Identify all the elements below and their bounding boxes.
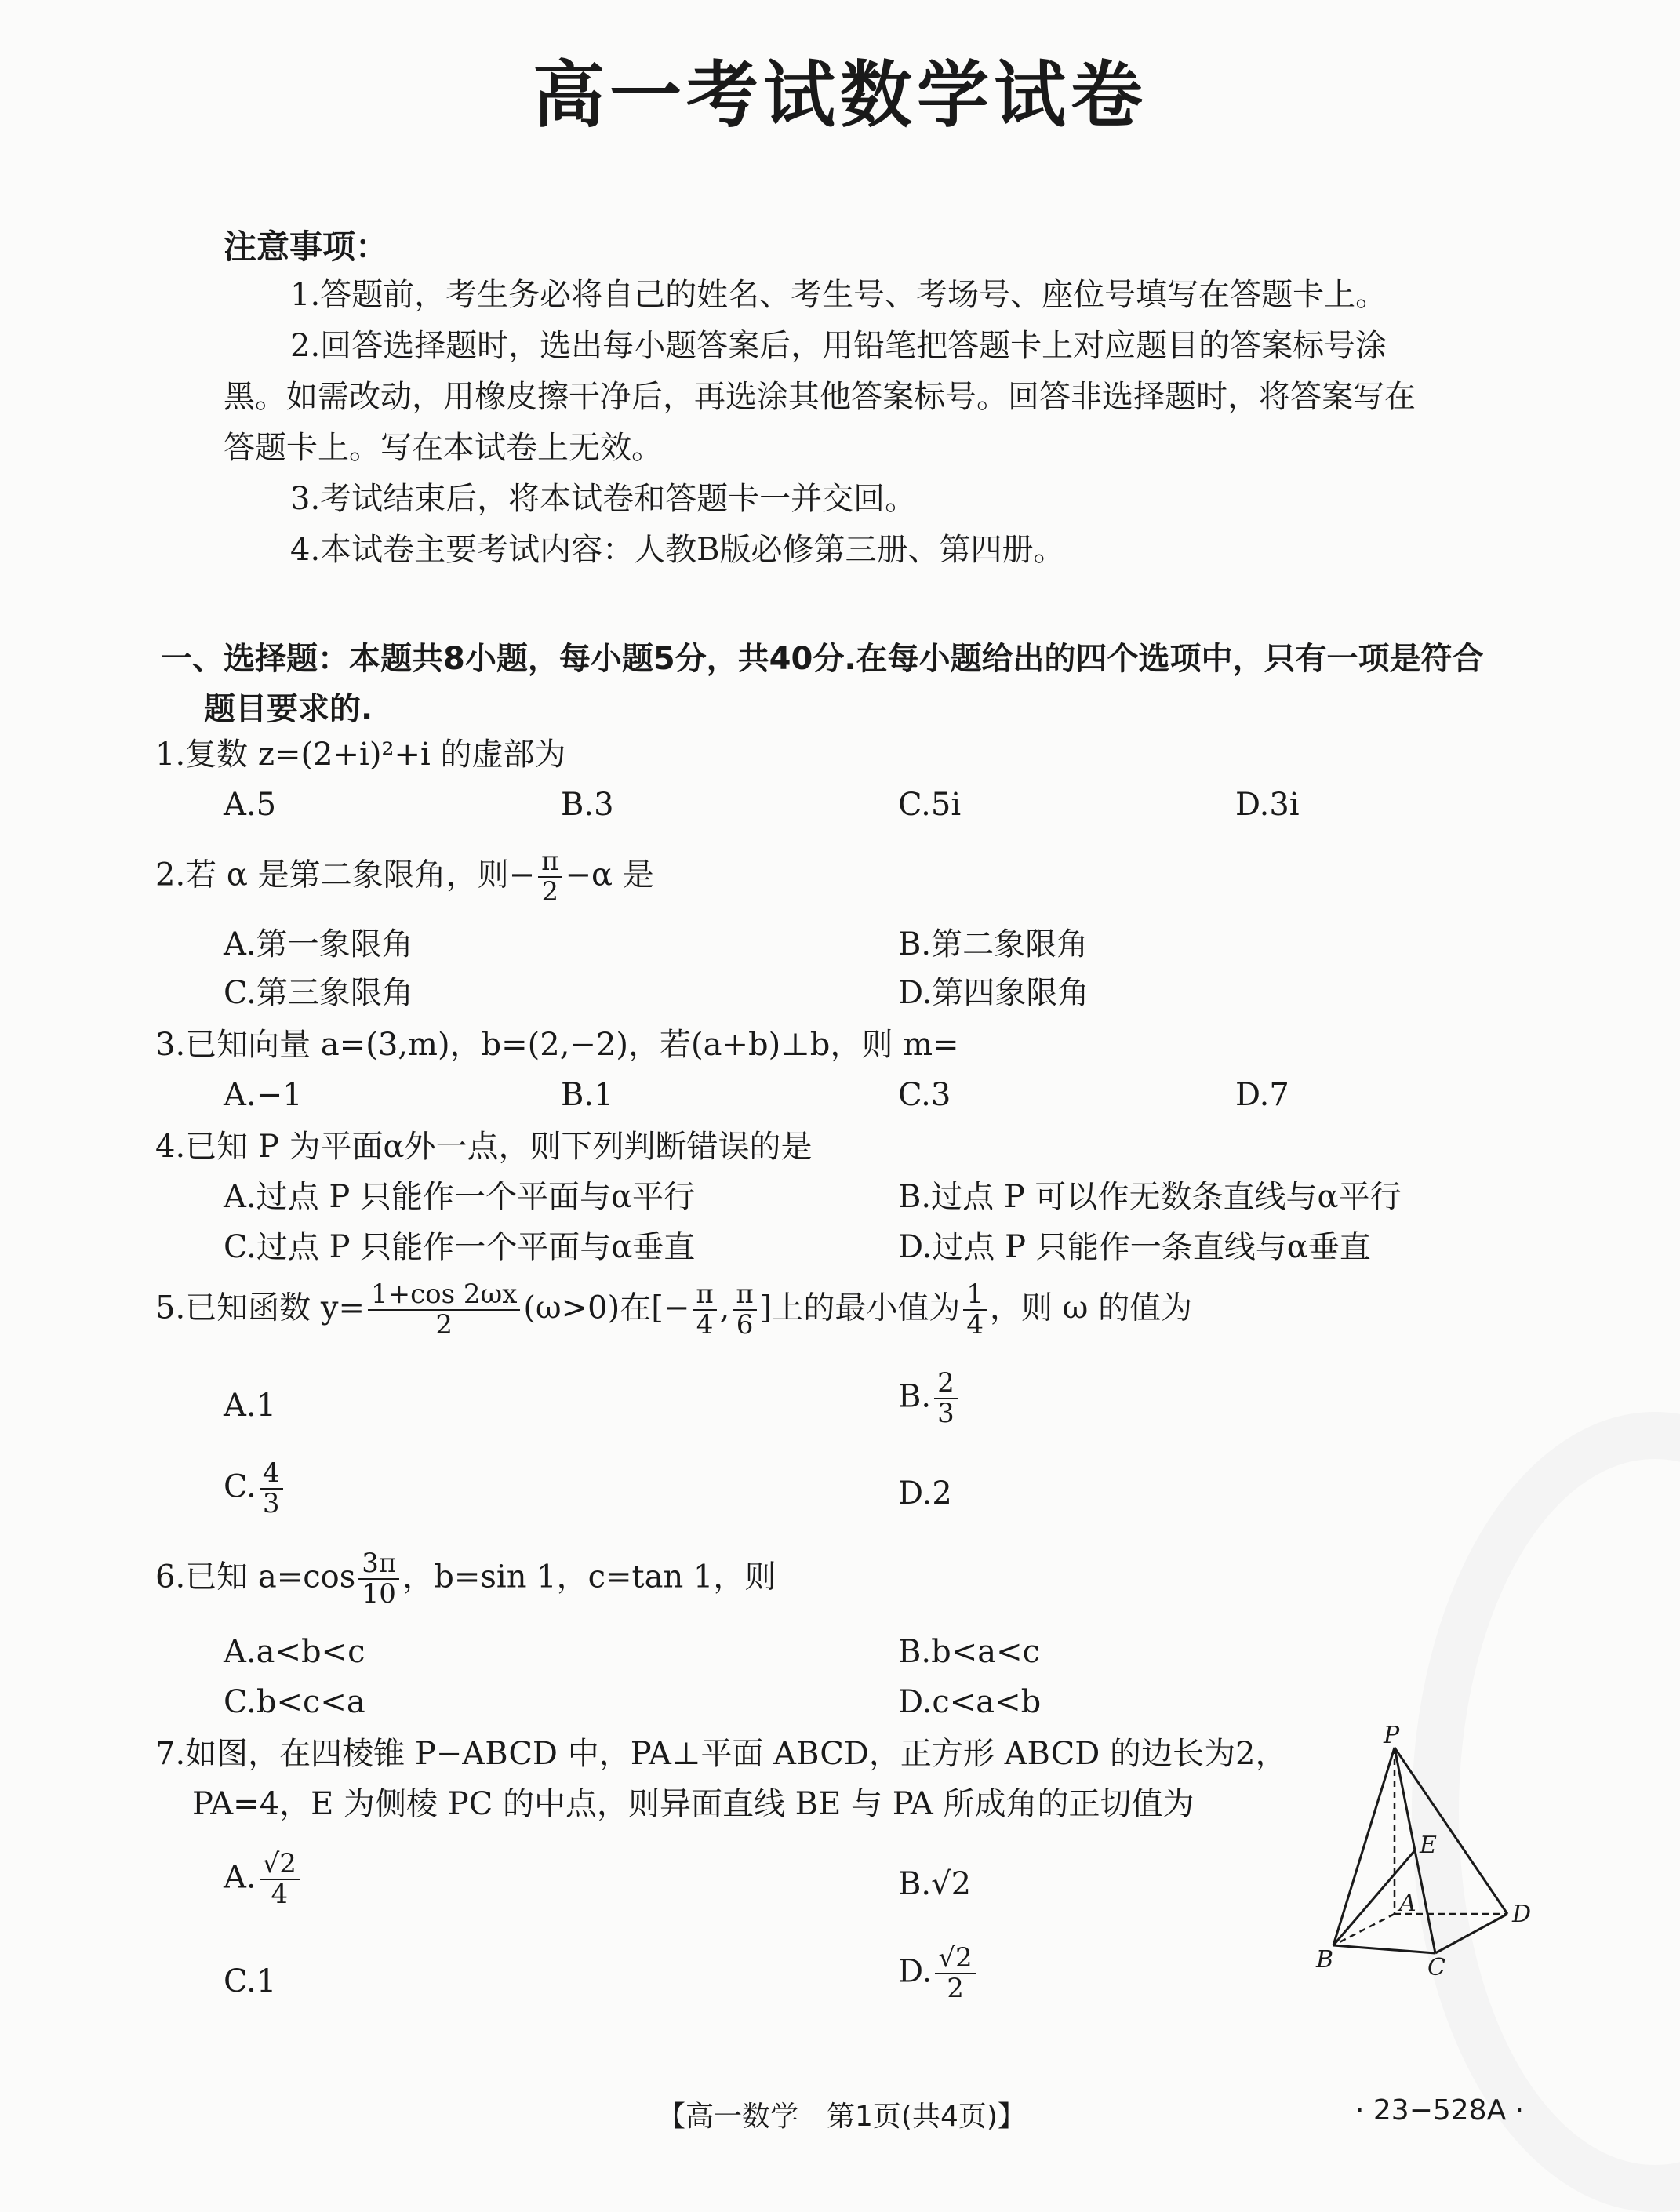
- fraction: $\frac{\pi}{4}$: [693, 1280, 716, 1341]
- question-1-stem: 1.复数 z=(2+i)²+i 的虚部为: [155, 737, 566, 773]
- fraction: $\frac{√2}{2}$: [935, 1944, 975, 2004]
- q5-option-b: B. $\frac{2}{3}$: [898, 1369, 961, 1429]
- notice-item: 1.答题前，考生务必将自己的姓名、考生号、考场号、座位号填写在答题卡上。: [290, 277, 1387, 313]
- label-d: D: [1512, 1901, 1532, 1928]
- question-4-stem: 4.已知 P 为平面α外一点，则下列判断错误的是: [155, 1129, 813, 1165]
- q1-option-b: B.3: [561, 787, 614, 823]
- q4-option-c: C.过点 P 只能作一个平面与α垂直: [224, 1229, 696, 1265]
- q6-option-c: C.b<c<a: [224, 1684, 365, 1720]
- notice-item: 黑。如需改动，用橡皮擦干净后，再选涂其他答案标号。回答非选择题时，将答案写在: [224, 379, 1416, 415]
- label-e: E: [1420, 1832, 1437, 1859]
- notice-item: 3.考试结束后，将本试卷和答题卡一并交回。: [290, 481, 917, 517]
- q7-option-a: A. $\frac{√2}{4}$: [224, 1850, 303, 1910]
- q4-option-a: A.过点 P 只能作一个平面与α平行: [224, 1179, 695, 1215]
- label-b: B: [1316, 1946, 1334, 1974]
- fraction: $\frac{3\pi}{10}$: [358, 1549, 399, 1610]
- q6-option-a: A.a<b<c: [224, 1634, 365, 1670]
- section-heading: 一、选择题：本题共8小题，每小题5分，共40分.在每小题给出的四个选项中，只有一项是符合: [161, 641, 1484, 677]
- fraction: $\frac{1}{4}$: [963, 1280, 987, 1341]
- label-c: C: [1427, 1954, 1445, 1981]
- notice-item: 4.本试卷主要考试内容：人教B版必修第三册、第四册。: [290, 532, 1065, 568]
- notice-item: 2.回答选择题时，选出每小题答案后，用铅笔把答题卡上对应题目的答案标号涂: [290, 328, 1387, 364]
- q3-option-c: C.3: [898, 1077, 951, 1113]
- section-heading-cont: 题目要求的.: [204, 691, 373, 727]
- q4-option-b: B.过点 P 可以作无数条直线与α平行: [898, 1179, 1402, 1215]
- notice-heading: 注意事项：: [224, 227, 389, 266]
- q4-option-d: D.过点 P 只能作一条直线与α垂直: [898, 1229, 1371, 1265]
- q7-option-c: C.1: [224, 1963, 277, 1999]
- q7-option-d: D. $\frac{√2}{2}$: [898, 1944, 979, 2004]
- q2-option-d: D.第四象限角: [898, 975, 1089, 1011]
- q6-option-b: B.b<a<c: [898, 1634, 1040, 1670]
- q6-option-d: D.c<a<b: [898, 1684, 1042, 1720]
- pyramid-figure: [1302, 1726, 1537, 1985]
- question-7-stem: 7.如图，在四棱锥 P−ABCD 中，PA⊥平面 ABCD，正方形 ABCD 的边长为2，: [155, 1736, 1287, 1772]
- fraction: $\frac{4}{3}$: [260, 1459, 283, 1519]
- q2-option-b: B.第二象限角: [898, 926, 1089, 962]
- q3-option-b: B.1: [561, 1077, 614, 1113]
- q5-option-a: A.1: [224, 1388, 277, 1424]
- q3-option-d: D.7: [1235, 1077, 1289, 1113]
- fraction: $\frac{\pi}{6}$: [733, 1280, 756, 1341]
- q1-option-d: D.3i: [1235, 787, 1300, 823]
- question-6-stem: 6.已知 a=cos $\frac{3\pi}{10}$ ，b=sin 1，c=tan 1，则: [155, 1548, 776, 1610]
- q7-option-b: B.√2: [898, 1866, 972, 1902]
- label-a: A: [1399, 1890, 1416, 1917]
- page-footer: 【高一数学 第1页(共4页)】: [657, 2101, 1026, 2133]
- q5-option-d: D.2: [898, 1475, 952, 1512]
- question-7-stem-cont: PA=4，E 为侧棱 PC 的中点，则异面直线 BE 与 PA 所成角的正切值为: [192, 1786, 1195, 1822]
- q2-option-c: C.第三象限角: [224, 975, 413, 1011]
- notice-item: 答题卡上。写在本试卷上无效。: [224, 430, 663, 466]
- fraction: $\frac{1+\cos 2\omega x}{2}$: [368, 1280, 520, 1341]
- label-p: P: [1384, 1726, 1400, 1749]
- fraction: $\frac{\pi}{2}$: [538, 847, 562, 908]
- q1-option-c: C.5i: [898, 787, 962, 823]
- q5-option-c: C. $\frac{4}{3}$: [224, 1459, 286, 1519]
- page-title: 高一考试数学试卷: [532, 53, 1147, 137]
- q1-option-a: A.5: [224, 787, 277, 823]
- exam-code: · 23−528A ·: [1355, 2094, 1525, 2127]
- q2-option-a: A.第一象限角: [224, 926, 413, 962]
- question-5-stem: 5.已知函数 y= $\frac{1+\cos 2\omega x}{2}$ (ω>0)在[− $\frac{\pi}{4}$ , $\frac{\pi}{6}$ ]上的最小值为 $\frac{1}{4}$ ，则 ω 的值为: [155, 1279, 1193, 1341]
- question-3-stem: 3.已知向量 a=(3,m)，b=(2,−2)，若(a+b)⊥b，则 m=: [155, 1027, 959, 1063]
- fraction: $\frac{2}{3}$: [934, 1369, 958, 1429]
- question-2-stem: 2.若 α 是第二象限角，则− $\frac{\pi}{2}$ −α 是: [155, 846, 654, 908]
- fraction: $\frac{√2}{4}$: [260, 1850, 300, 1910]
- q3-option-a: A.−1: [224, 1077, 303, 1113]
